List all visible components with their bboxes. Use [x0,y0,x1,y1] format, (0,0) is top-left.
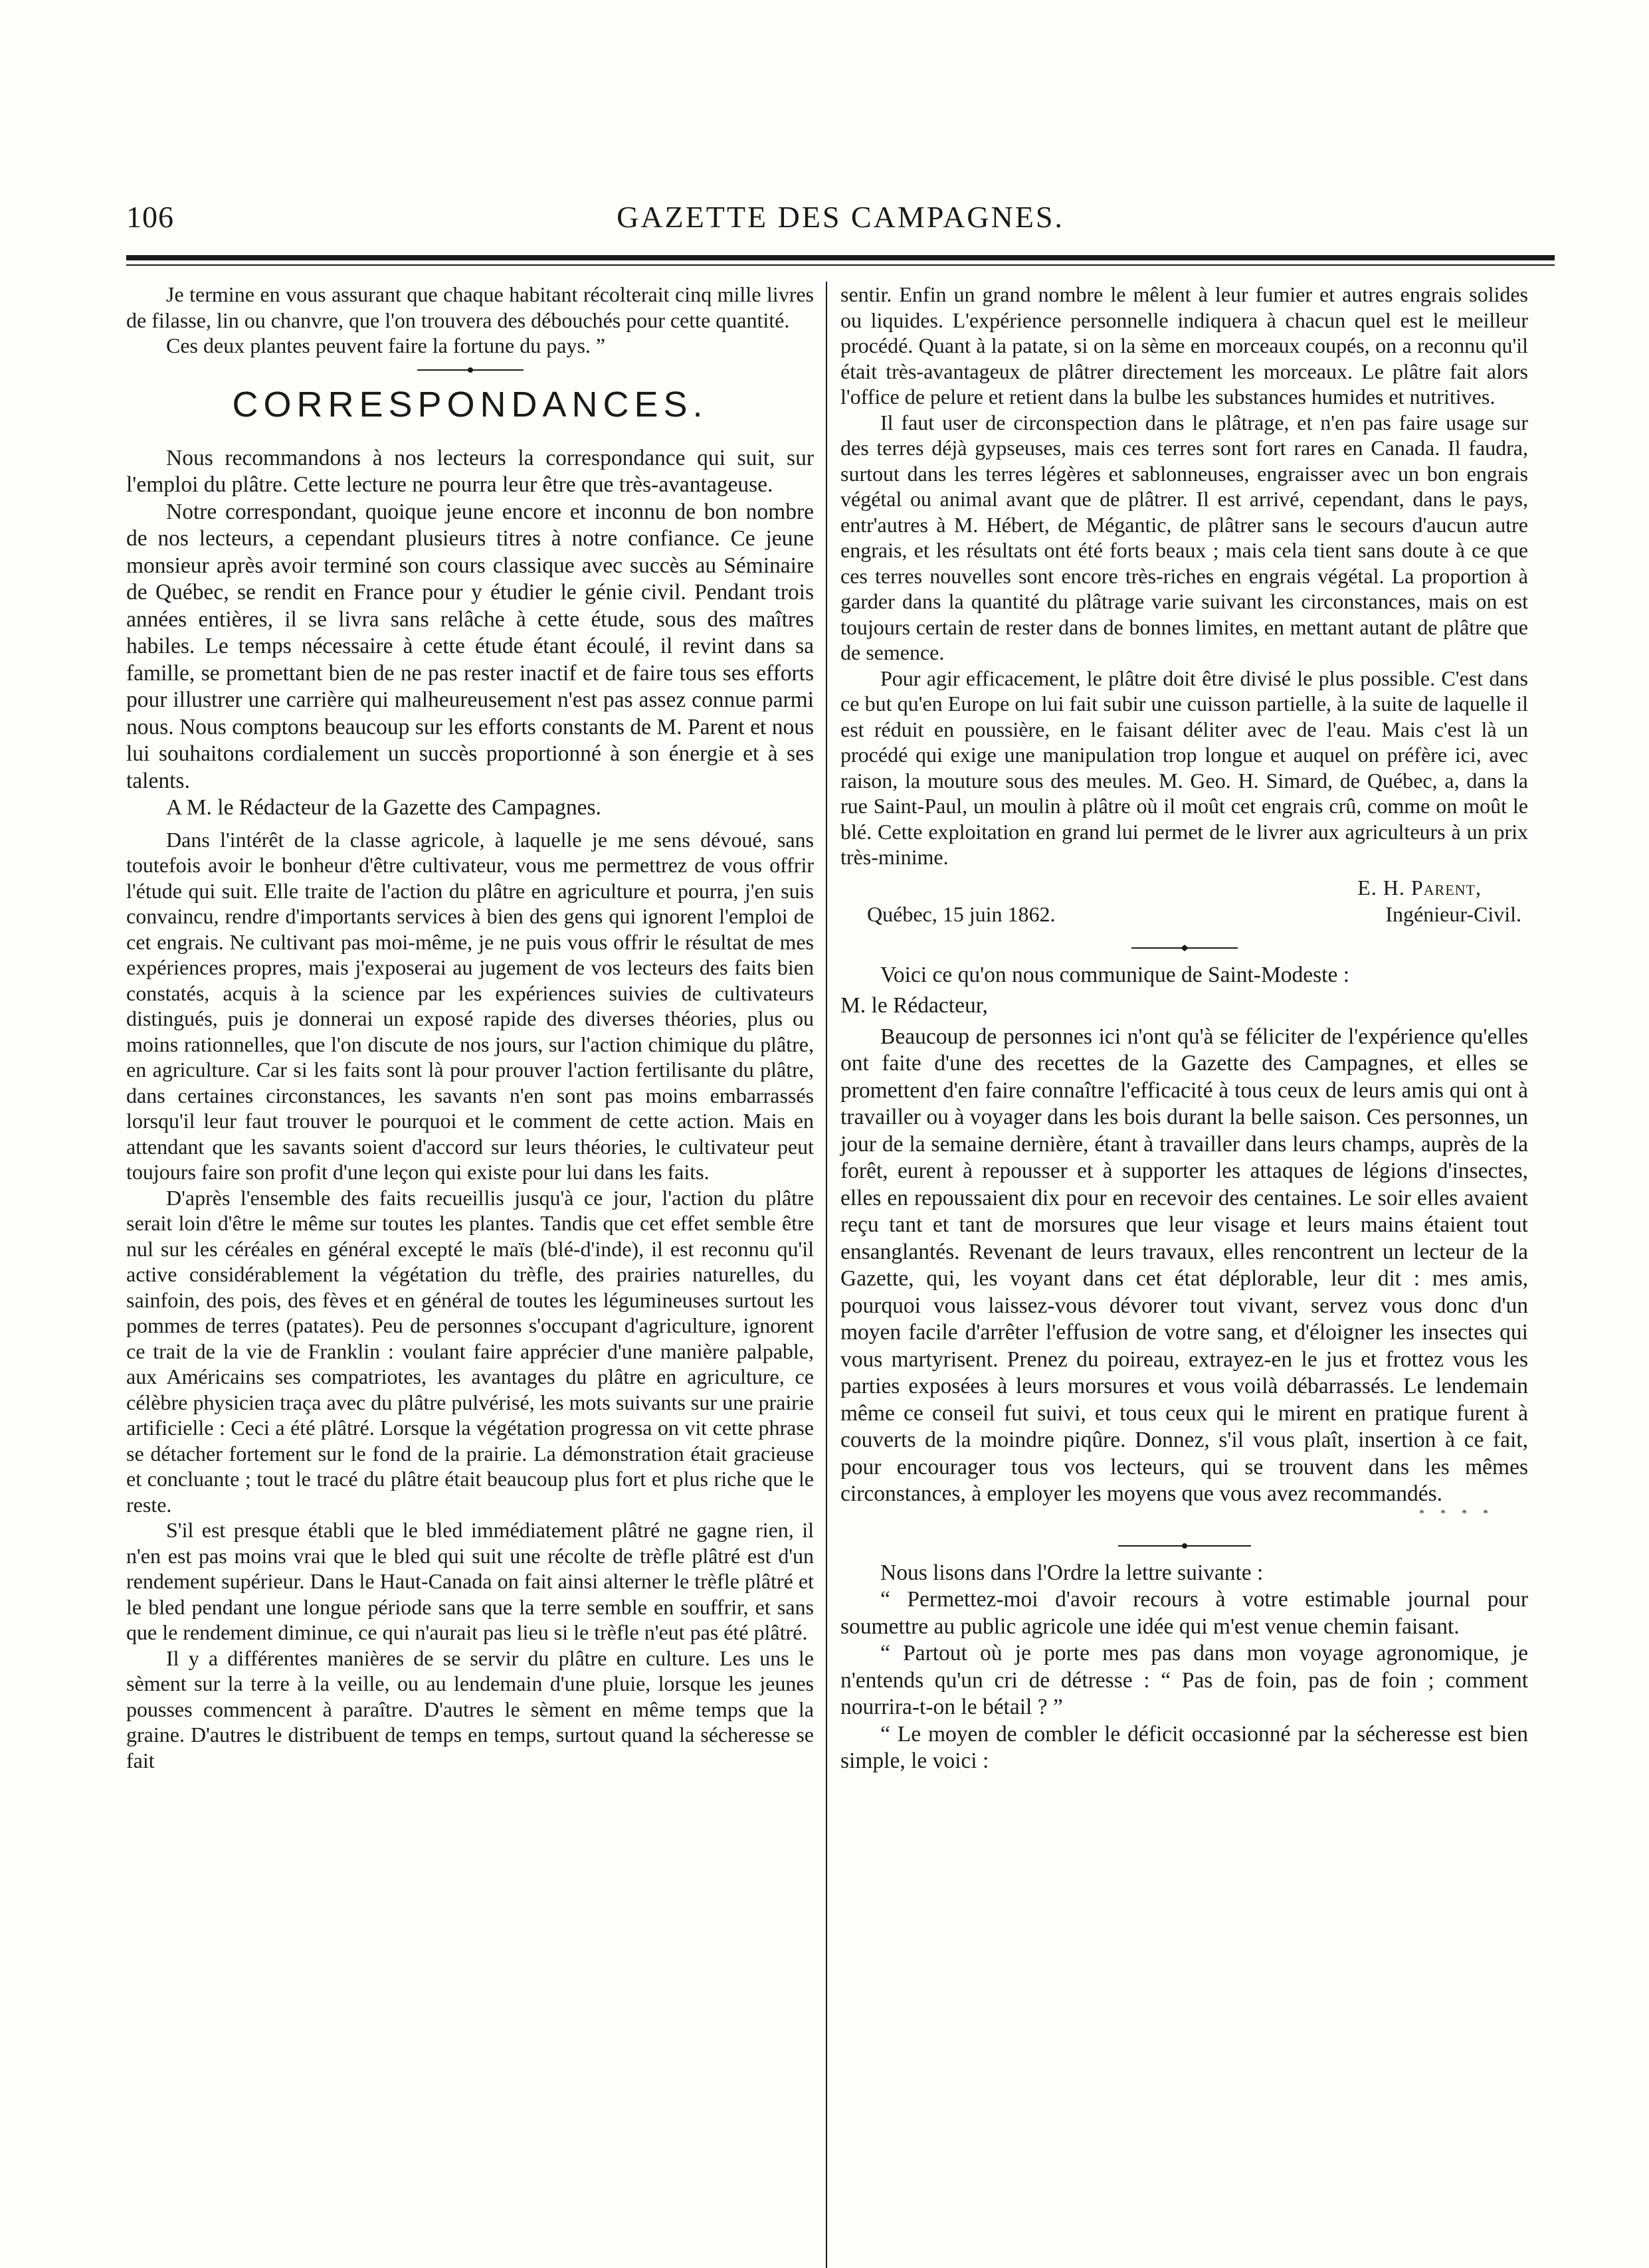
letter-continuation: sentir. Enfin un grand nombre le mêlent à leur fumier et autres engrais solides ou liquides. L'expérience personnelle indiquera à chacun quel est le meilleur procédé. Quant à la patate, si on la sème en morceaux coupés, on a reconnu qu'il était très-avantageux de plâtrer directement les morceaux. Le plâtre fait alors l'office de pelure et retient dans la bulbe les substances humides et nutritives. [840,282,1528,409]
signature-name: E. H. Parent, [1357,875,1482,899]
letter-paragraph: S'il est presque établi que le bled immédiatement plâtré ne gagne rien, il n'en est pas moins vrai que le bled qui suit une récolte de trèfle plâtré est d'un rendement supérieur. Dans le Haut-Canada on fait ainsi alterner le trèfle plâtré et le bled pendant une longue période sans que la terre semble en souffrir, et sans que le rendement diminue, ce qui n'aurait pas lieu si le trèfle n'eut pas été plâtré. [126,1518,814,1644]
intro-paragraph: Ces deux plantes peuvent faire la fortune du pays. ” [166,333,606,357]
header-rule-thin [126,264,1555,266]
header-rule-thick [126,255,1555,260]
separator-ornament [417,365,524,375]
editor-note: Nous recommandons à nos lecteurs la correspondance qui suit, sur l'emploi du plâtre. Cette lecture ne pourra leur être que très-avantageuse. [126,445,814,497]
ordre-intro: Nous lisons dans l'Ordre la lettre suivante : [880,1560,1264,1585]
letter-paragraph: Dans l'intérêt de la classe agricole, à laquelle je me sens dévoué, sans toutefois avoir le bonheur d'être cultivateur, vous me permettrez de vous offrir l'étude qui suit. Elle traite de l'action du plâtre en agriculture et pourra, j'en suis convaincu, rendre d'importants services à bien des gens qui ignorent l'emploi de cet engrais. Ne cultivant pas moi-même, je ne puis vous offrir le résultat de mes expériences propres, mais j'exposerai au jugement de vos lecteurs des faits bien constatés, acquis à la science par les expériences suivies de cultivateurs distingués, puis je donnerai un exposé rapide des diverses théories, plus ou moins rationnelles, que l'on discute de nos jours, sur l'action chimique du plâtre, en agriculture. Car si les faits sont là pour prouver l'action fertilisante du plâtre, dans certaines circonstances, les savants n'en sont pas moins embarrassés lorsqu'il leur faut trouver le pourquoi et le comment de cette action. Mais en attendant que les savants soient d'accord sur leurs théories, le cultivateur peut toujours faire son profit d'une leçon qui existe pour lui dans les faits. [126,827,814,1184]
correspondent-intro: Notre correspondant, quoique jeune encore et inconnu de bon nombre de nos lecteurs, a cependant plusieurs titres à notre confiance. Ce jeune monsieur après avoir terminé son cours classique avec succès au Séminaire de Québec, se rendit en France pour y étudier le génie civil. Pendant trois années entières, il se livra sans relâche à cette étude, sous des maîtres habiles. Le temps nécessaire à cette étude étant écoulé, il revint dans sa famille, se promettant bien de ne pas rester inactif et de faire tous ses efforts pour illustrer une carrière qui malheureusement n'est pas assez connue parmi nous. Nous comptons beaucoup sur les efforts constants de M. Parent et nous lui souhaitons cordialement un succès proportionné à son énergie et à ses talents. [126,499,814,793]
letter-paragraph: Il y a différentes manières de se servir du plâtre en culture. Les uns le sèment sur la terre à la veille, ou au lendemain d'une pluie, lorsque les jeunes pousses commencent à paraître. D'autres le sèment en même temps que la graine. D'autres le distribuent de temps en temps, surtout quand la sécheresse se fait [126,1646,814,1772]
separator-ornament [1118,1541,1251,1551]
signature-place-date: Québec, 15 juin 1862. [867,901,1056,926]
left-column [126,282,814,1773]
signature-title: Ingénieur-Civil. [1385,901,1521,926]
modeste-intro: Voici ce qu'on nous communique de Saint-Modeste : [880,962,1350,987]
salutation: M. le Rédacteur, [840,993,988,1018]
stars-ornament: * * * * [1419,1507,1495,1519]
ordre-paragraph: “ Permettez-moi d'avoir recours à votre estimable journal pour soumettre au public agricole une idée qui m'est venue chemin faisant. [840,1587,1528,1639]
page-number: 106 [126,200,174,234]
letter-paragraph: D'après l'ensemble des faits recueillis jusqu'à ce jour, l'action du plâtre serait loin d'être le même sur toutes les plantes. Tandis que cet effet semble être nul sur les céréales en général excepté le maïs (blé-d'inde), il est reconnu qu'il active considérablement la végétation du trèfle, des prairies naturelles, du sainfoin, des pois, des fèves et en général de toutes les légumineuses surtout les pommes de terres (patates). Peu de personnes s'occupant d'agriculture, ignorent ce trait de la vie de Franklin : voulant faire apprécier d'une manière palpable, aux Américains ses compatriotes, les avantages du plâtre en agriculture, ce célèbre physicien traça avec du plâtre pulvérisé, les mots suivants sur une prairie artificielle : Ceci a été plâtré. Lorsque la végétation progressa on vit cette phrase se détacher fortement sur le fond de la prairie. La démonstration était gracieuse et concluante ; tout le tracé du plâtre était beaucoup plus fort et plus riche que le reste. [126,1185,814,1517]
letter-paragraph: Il faut user de circonspection dans le plâtrage, et n'en pas faire usage sur des terres déjà gypseuses, mais ces terres sont fort rares en Canada. Il faudra, surtout dans les terres légères et sablonneuses, engraisser avec un bon engrais végétal ou animal avant que de plâtrer. Il est arrivé, cependant, dans le pays, entr'autres à M. Hébert, de Mégantic, de plâtrer sans le secours d'aucun autre engrais, et les résultats ont été forts beaux ; mais cela tient sans doute à ce que ces terres nouvelles sont encore très-riches en engrais végétal. La proportion à garder dans la quantité du plâtrage varie suivant les circonstances, mais on est toujours certain de rester dans de bonnes limites, en mettant autant de plâtre que de semence. [840,410,1528,664]
intro-paragraph: Je termine en vous assurant que chaque habitant récolterait cinq mille livres de filasse, lin ou chanvre, que l'on trouvera des débouchés pour cette quantité. [126,282,814,332]
ordre-paragraph: “ Le moyen de combler le déficit occasionné par la sécheresse est bien simple, le voici : [840,1721,1528,1773]
section-heading: CORRESPONDANCES. [232,384,708,425]
letter-paragraph: Pour agir efficacement, le plâtre doit être divisé le plus possible. C'est dans ce but qu'en Europe on lui fait subir une cuisson partielle, à la suite de laquelle il est réduit en poussière, en le faisant déliter avec de l'eau. Mais c'est là un procédé qui exige une manipulation trop longue et auquel on préfère ici, avec raison, la mouture sous des meules. M. Geo. H. Simard, de Québec, a, dans la rue Saint-Paul, un moulin à plâtre où il moût cet engrais crû, comme on moût le blé. Cette exploitation en grand lui permet de le livrer aux agriculteurs à un prix très-minime. [840,666,1528,869]
newspaper-page [126,199,1555,1773]
separator-ornament [1131,943,1238,953]
modeste-letter: Beaucoup de personnes ici n'ont qu'à se féliciter de l'expérience qu'elles ont faite d'une des recettes de la Gazette des Campagnes, et elles se promettent d'en faire connaître l'efficacité à tous ceux de leurs amis qui ont à travailler ou à voyager dans les bois durant la belle saison. Ces personnes, un jour de la semaine dernière, étant à travailler dans leurs champs, auprès de la forêt, eurent à repousser et à supporter les attaques de légions d'insectes, elles en repoussaient dix pour en recevoir des centaines. Le soir elles avaient reçu tant et tant de morsures que leur visage et leurs mains étaient tout ensanglantés. Revenant de leurs travaux, elles rencontrent un lecteur de la Gazette, qui, les voyant dans cet état déplorable, leur dit : mes amis, pourquoi vous laissez-vous dévorer tout vivant, servez vous donc d'un moyen facile d'arrêter l'effusion de votre sang, et d'éloigner les insectes qui vous martyrisent. Prenez du poireau, extrayez-en le jus et frottez vous les parties exposées à leurs morsures et vous voilà débarrassés. Le lendemain même ce conseil fut suivi, et tous ceux qui le mirent en pratique furent à couverts de la moindre piqûre. Donnez, s'il vous plaît, insertion à ce fait, pour encourager tous vos lecteurs, qui se trouvent dans les mêmes circonstances, à employer les moyens que vous avez recommandés. [840,1024,1528,1506]
column-divider [826,282,827,2268]
letter-address: A M. le Rédacteur de la Gazette des Campagnes. [166,795,601,820]
running-title: GAZETTE DES CAMPAGNES. [617,200,1064,234]
ordre-paragraph: “ Partout où je porte mes pas dans mon voyage agronomique, je n'entends qu'un cri de détresse : “ Pas de foin, pas de foin ; comment nourrira-t-on le bétail ? ” [840,1641,1528,1719]
right-column [840,282,1528,1775]
page-header [126,199,1555,246]
signature-block [840,874,1528,927]
